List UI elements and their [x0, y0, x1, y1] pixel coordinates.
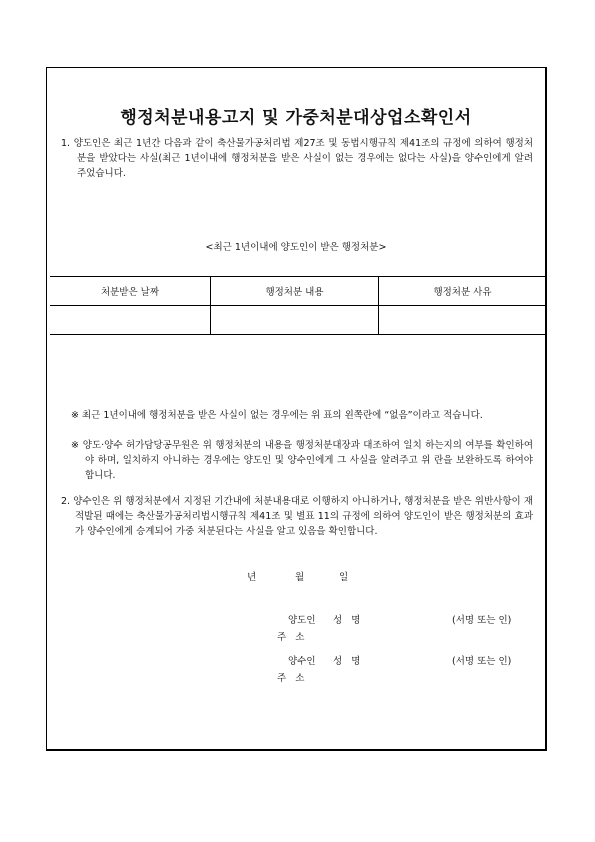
date-day: 일 [339, 572, 349, 583]
transferee-address-label: 주 소 [277, 673, 305, 684]
table-header-row [50, 277, 546, 306]
paragraph-2: 2. 양수인은 위 행정처분에서 지정된 기간내에 처분내용대로 이행하지 아니하거나, 행정처분을 받은 위반사항이 재적발된 때에는 축산물가공처리법시행규칙 제41조 및 별표 11의 규정에 의하여 양도인이 받은 행정처분의 효과가 양수인에게 승계되어 가중 처분된다는 사실을 알고 있음을 확인합니다. [61, 496, 533, 537]
header-reason: 행정처분 사유 [379, 277, 547, 306]
transferor-sign-label: (서명 또는 인) [452, 615, 512, 626]
cell-reason[interactable] [379, 306, 547, 335]
cell-date[interactable] [50, 306, 211, 335]
date-year: 년 [247, 572, 257, 583]
document-frame [46, 67, 547, 751]
header-content: 행정처분 내용 [211, 277, 379, 306]
transferee-name-label: 성 명 [333, 656, 361, 667]
paragraph-1-text: 1. 양도인은 최근 1년간 다음과 같이 축산물가공처리법 제27조 및 동법시행규칙 제41조의 규정에 의하여 행정처분을 받았다는 사실(최근 1년이내에 행정처분을 받은 사실이 없는 경우에는 없다는 사실)을 양수인에게 알려 주었습니다. [61, 138, 533, 179]
transferor-label: 양도인 [288, 615, 316, 626]
table-row [50, 306, 546, 335]
table-caption: <최근 1년이내에 양도인이 받은 행정처분> [205, 242, 387, 253]
document-title: 행정처분내용고지 및 가중처분대상업소확인서 [120, 108, 472, 128]
note-2: ※ 양도·양수 허가담당공무원은 위 행정처분의 내용을 행정처분대장과 대조하여 일치 하는지의 여부를 확인하여야 하며, 일치하지 아니하는 경우에는 양도인 및 양수인에게 그 사실을 알려주고 위 란을 보완하도록 하여야 합니다. [71, 440, 533, 481]
transferee-label: 양수인 [288, 656, 316, 667]
header-date: 처분받은 날짜 [50, 277, 211, 306]
paragraph-1 [61, 136, 533, 181]
transferee-sign-label: (서명 또는 인) [452, 656, 512, 667]
transferor-name-label: 성 명 [333, 615, 361, 626]
date-month: 월 [295, 572, 305, 583]
cell-content[interactable] [211, 306, 379, 335]
note-1: ※ 최근 1년이내에 행정처분을 받은 사실이 없는 경우에는 위 표의 왼쪽란에 “없음”이라고 적습니다. [71, 410, 483, 421]
transferor-address-label: 주 소 [277, 632, 305, 643]
disposition-table [50, 276, 546, 335]
